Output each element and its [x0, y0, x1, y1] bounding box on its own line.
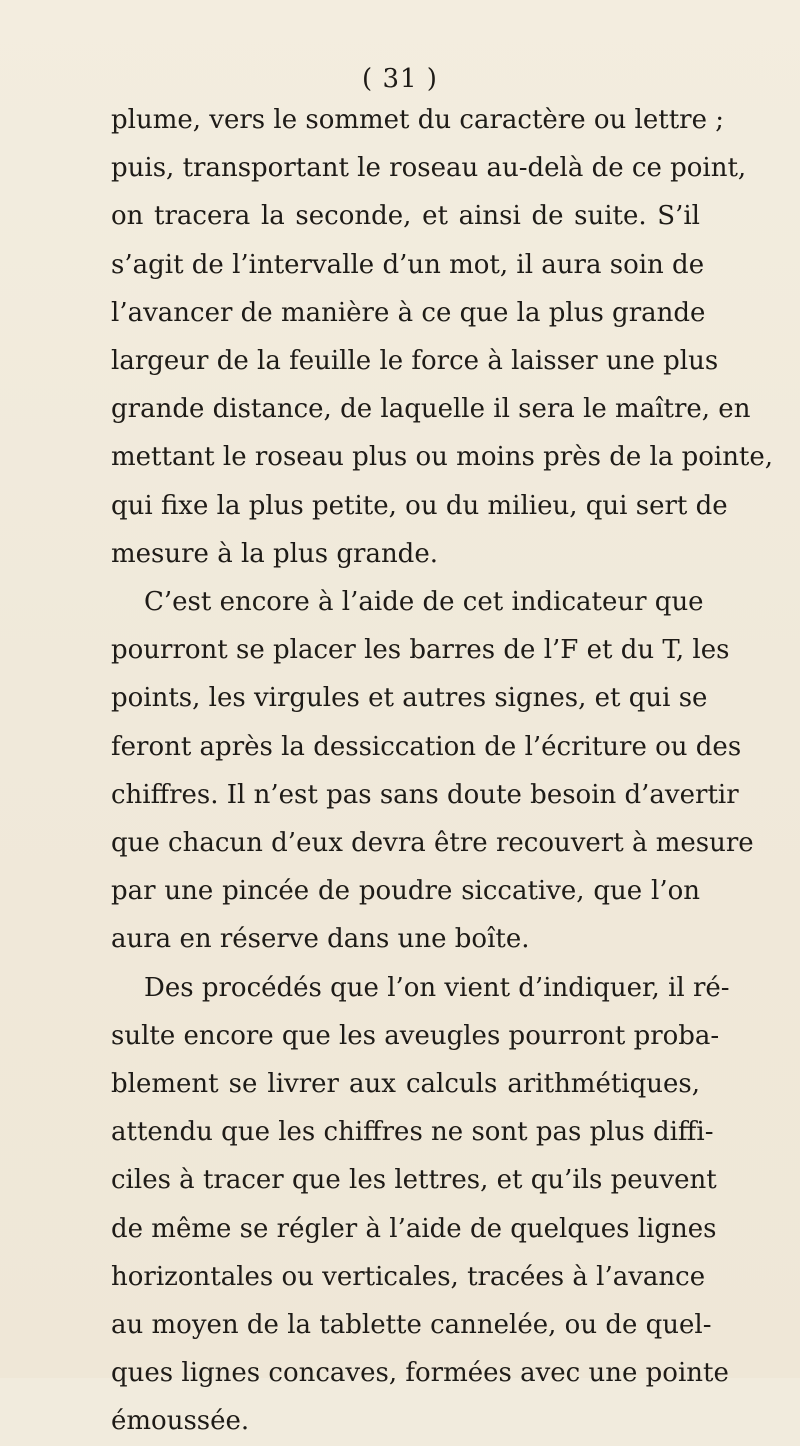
text-line: émoussée.	[111, 1406, 250, 1437]
text-line: qui fixe la plus petite, ou du milieu, qui sert de	[111, 490, 728, 521]
text-line: Des procédés que l’on vient d’indiquer, il ré-	[144, 972, 730, 1003]
text-line: de même se régler à l’aide de quelques lignes	[111, 1213, 717, 1244]
text-line: puis, transportant le roseau au-delà de ce point,	[111, 153, 747, 184]
text-line: pourront se placer les barres de l’F et du T, les	[111, 635, 730, 666]
text-line: largeur de la feuille le force à laisser une plus	[111, 346, 719, 377]
text-line: que chacun d’eux devra être recouvert à mesure	[111, 828, 754, 859]
page-number: ( 31 )	[362, 64, 438, 94]
text-line: feront après la dessiccation de l’écriture ou des	[111, 731, 742, 762]
text-line: ques lignes concaves, formées avec une pointe	[111, 1358, 729, 1389]
text-line: attendu que les chiffres ne sont pas plus diffi-	[111, 1117, 714, 1148]
text-line: points, les virgules et autres signes, et qui se	[111, 683, 708, 714]
text-line: on tracera la seconde, et ainsi de suite. S’il	[111, 201, 700, 232]
text-line: par une pincée de poudre siccative, que l’on	[111, 876, 700, 907]
text-line: C’est encore à l’aide de cet indicateur que	[144, 587, 704, 618]
text-line: ciles à tracer que les lettres, et qu’ils peuvent	[111, 1165, 717, 1196]
text-line: grande distance, de laquelle il sera le maître, en	[111, 394, 751, 425]
text-line: chiffres. Il n’est pas sans doute besoin d’avertir	[111, 779, 739, 810]
text-line: mesure à la plus grande.	[111, 538, 438, 569]
text-line: blement se livrer aux calculs arithmétiques,	[111, 1069, 700, 1100]
text-line: s’agit de l’intervalle d’un mot, il aura soin de	[111, 249, 705, 280]
text-line: l’avancer de manière à ce que la plus grande	[111, 297, 706, 328]
body-text	[111, 96, 774, 1446]
text-line: plume, vers le sommet du caractère ou lettre ;	[111, 105, 724, 135]
text-line: sulte encore que les aveugles pourront proba-	[111, 1020, 720, 1051]
text-line: aura en réserve dans une boîte.	[111, 924, 530, 955]
text-line: horizontales ou verticales, tracées à l’avance	[111, 1261, 706, 1292]
text-line: mettant le roseau plus ou moins près de la pointe,	[111, 442, 774, 473]
text-line: au moyen de la tablette cannelée, ou de quel-	[111, 1310, 712, 1341]
